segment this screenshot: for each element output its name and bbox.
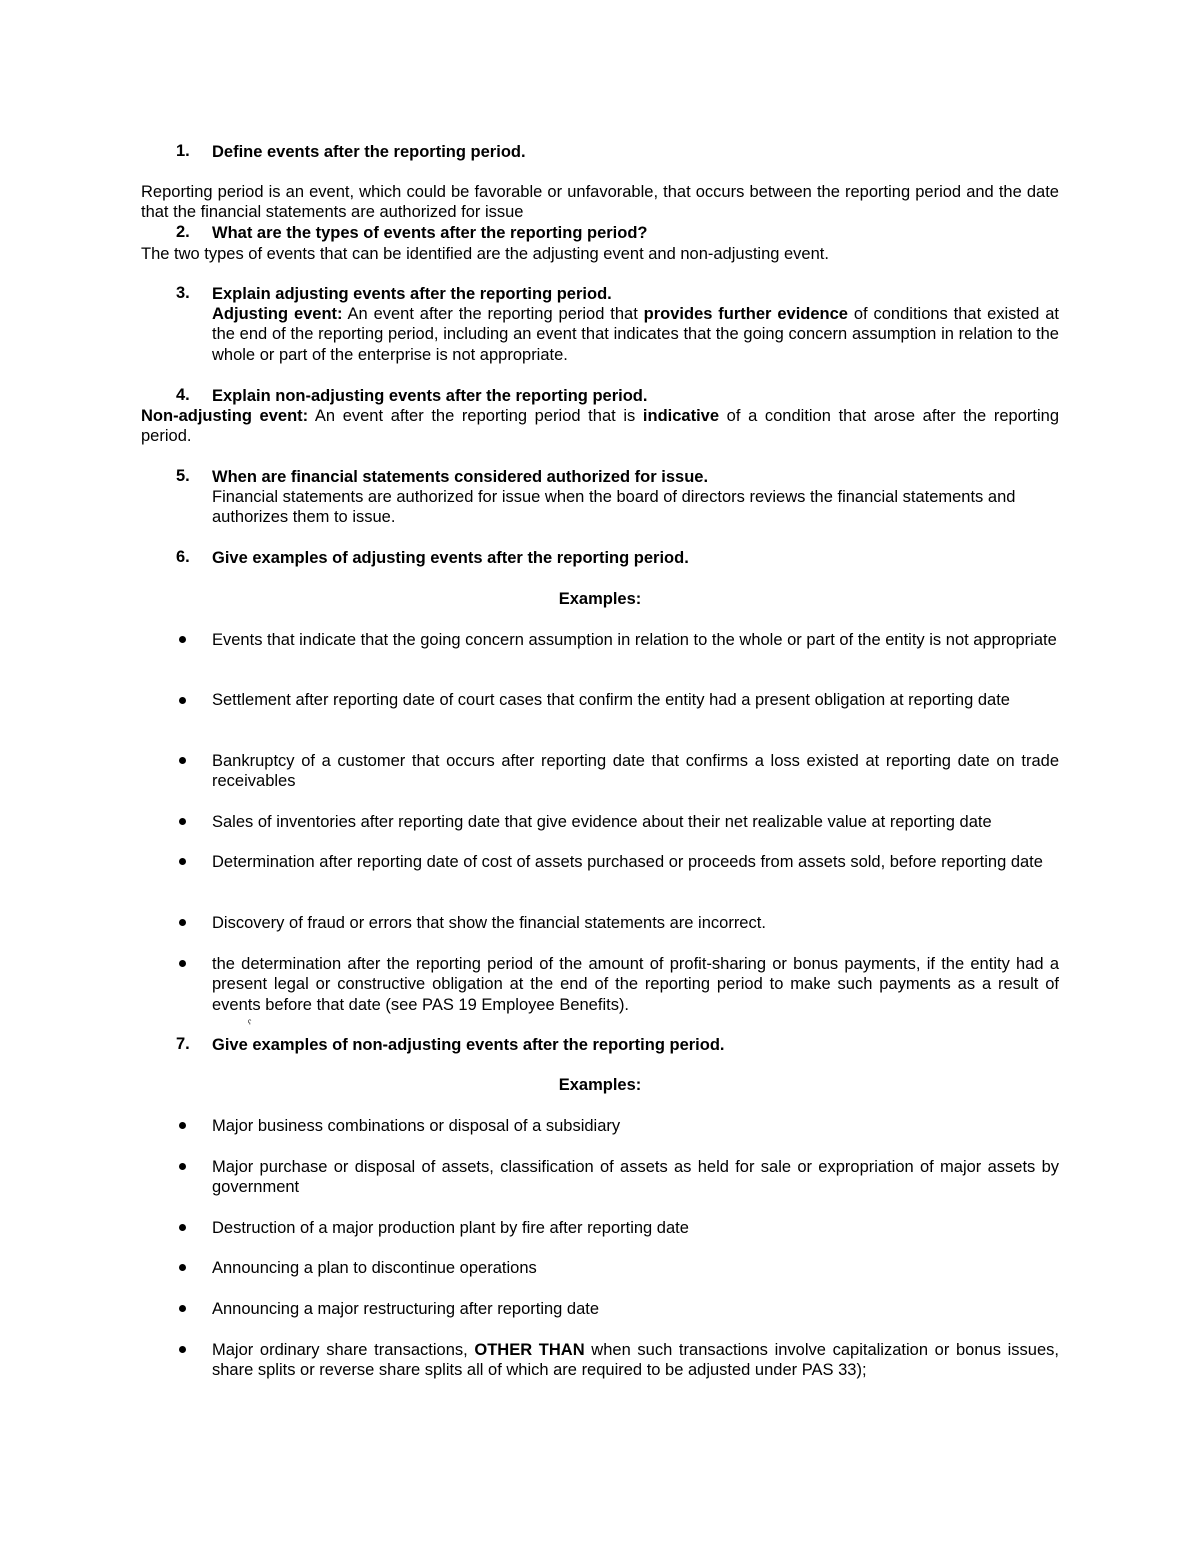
question-number: 2. bbox=[176, 223, 190, 241]
answer-text: Financial statements are authorized for issue when the board of directors reviews the financial statements and authorizes them to issue. bbox=[212, 488, 1016, 527]
list-item: Major business combinations or disposal of a subsidiary bbox=[212, 1117, 621, 1135]
answer-text: The two types of events that can be identified are the adjusting event and non-adjusting event. bbox=[141, 245, 829, 263]
stray-mark: ˁ bbox=[248, 1019, 252, 1030]
list-item: Sales of inventories after reporting date that give evidence about their net realizable value at reporting date bbox=[212, 813, 992, 831]
examples-label: Examples: bbox=[558, 590, 642, 608]
list-item: Destruction of a major production plant by fire after reporting date bbox=[212, 1219, 689, 1237]
bullet-icon bbox=[179, 1122, 186, 1129]
bullet-icon bbox=[179, 1305, 186, 1312]
list-item: Announcing a plan to discontinue operations bbox=[212, 1259, 537, 1277]
term-label: Non-adjusting event: bbox=[141, 407, 309, 425]
question-number: 6. bbox=[176, 548, 190, 566]
bullet-icon bbox=[179, 858, 186, 865]
list-item: Major purchase or disposal of assets, classification of assets as held for sale or expropriation of major assets by government bbox=[212, 1158, 1059, 1197]
bullet-icon bbox=[179, 636, 186, 643]
emphasis: provides further evidence bbox=[643, 305, 848, 323]
list-item: Bankruptcy of a customer that occurs after reporting date that confirms a loss existed at reporting date on trade receivables bbox=[212, 752, 1059, 791]
question-heading: Explain adjusting events after the reporting period. bbox=[212, 285, 612, 303]
list-item: Determination after reporting date of cost of assets purchased or proceeds from assets sold, before reporting date bbox=[212, 853, 1043, 871]
question-heading: When are financial statements considered authorized for issue. bbox=[212, 468, 709, 486]
question-heading: Define events after the reporting period. bbox=[212, 143, 526, 161]
question-heading: Give examples of non-adjusting events after the reporting period. bbox=[212, 1036, 725, 1054]
bullet-icon bbox=[179, 1163, 186, 1170]
bullet-icon bbox=[179, 919, 186, 926]
list-item: Announcing a major restructuring after reporting date bbox=[212, 1300, 600, 1318]
bullet-icon bbox=[179, 697, 186, 704]
question-number: 7. bbox=[176, 1035, 190, 1053]
bullet-icon bbox=[179, 1264, 186, 1271]
bullet-icon bbox=[179, 1346, 186, 1353]
list-item: the determination after the reporting period of the amount of profit-sharing or bonus payments, if the entity had a present legal or constructive obligation at the end of the reporting period to make such payments as a result of events before that date (see PAS 19 Employee Benefits). bbox=[212, 955, 1059, 1014]
bullet-icon bbox=[179, 960, 186, 967]
question-heading: Give examples of adjusting events after the reporting period. bbox=[212, 549, 689, 567]
bullet-icon bbox=[179, 1224, 186, 1231]
question-heading: What are the types of events after the reporting period? bbox=[212, 224, 648, 242]
answer-text: Reporting period is an event, which could be favorable or unfavorable, that occurs between the reporting period and the date that the financial statements are authorized for issue bbox=[141, 183, 1059, 222]
bullet-icon bbox=[179, 757, 186, 764]
definition-paragraph: Non-adjusting event: An event after the reporting period that is indicative of a condition that arose after the reporting period. bbox=[141, 407, 1059, 446]
bullet-icon bbox=[179, 818, 186, 825]
term-label: Adjusting event: bbox=[212, 305, 343, 323]
definition-paragraph: Adjusting event: An event after the reporting period that provides further evidence of conditions that existed at the end of the reporting period, including an event that indicates that the going concern assumption in relation to the whole or part of the enterprise is not appropriate. bbox=[212, 305, 1059, 364]
list-item: Events that indicate that the going concern assumption in relation to the whole or part of the entity is not appropriate bbox=[212, 631, 1057, 649]
list-item: Discovery of fraud or errors that show the financial statements are incorrect. bbox=[212, 914, 766, 932]
question-number: 1. bbox=[176, 142, 190, 160]
emphasis: OTHER THAN bbox=[474, 1341, 585, 1359]
list-item: Major ordinary share transactions, OTHER THAN when such transactions involve capitalization or bonus issues, share splits or reverse share splits all of which are required to be adjusted under PAS 33); bbox=[212, 1341, 1059, 1380]
examples-label: Examples: bbox=[558, 1076, 642, 1094]
list-item: Settlement after reporting date of court cases that confirm the entity had a present obligation at reporting date bbox=[212, 691, 1010, 709]
question-number: 4. bbox=[176, 386, 190, 404]
question-number: 5. bbox=[176, 467, 190, 485]
question-heading: Explain non-adjusting events after the reporting period. bbox=[212, 387, 648, 405]
question-number: 3. bbox=[176, 284, 190, 302]
emphasis: indicative bbox=[642, 407, 720, 425]
